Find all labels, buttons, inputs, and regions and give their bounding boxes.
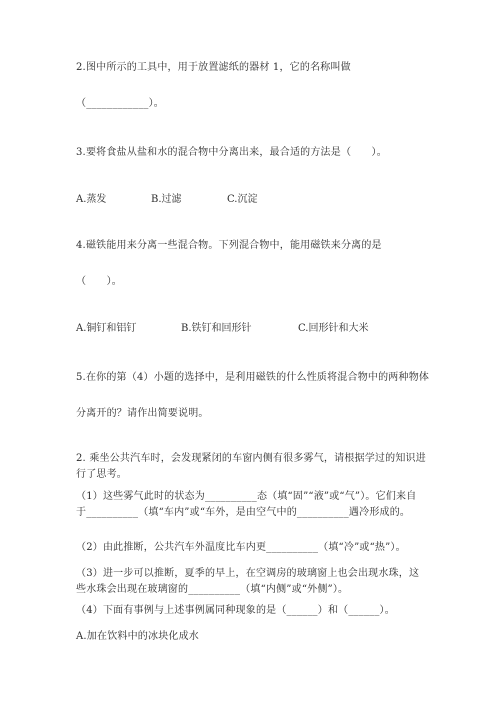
bus-question-sub-4: （4）下面有事例与上述事例属同种现象的是（______）和（______）。 [76, 605, 395, 616]
question-2-text: 2.图中所示的工具中，用于放置滤纸的器材 1，它的名称叫做 [76, 62, 351, 73]
question-2-answer-blank: （____________）。 [76, 98, 164, 109]
bus-question-sub-2: （2）由此推断，公共汽车外温度比车内更__________（填“冷”或“热”）。 [76, 542, 406, 553]
question-4-answer-blank: （ ）。 [76, 276, 122, 287]
question-4-option-b: B.铁钉和回形针 [181, 323, 252, 334]
question-4-option-a: A.铜钉和铝钉 [76, 323, 137, 334]
question-5-text: 5.在你的第（4）小题的选择中，是利用磁铁的什么性质将混合物中的两种物体 [76, 372, 430, 383]
question-3-option-b: B.过滤 [151, 194, 182, 205]
bus-question-sub-3: （3）进一步可以推断，夏季的早上，在空调房的玻璃窗上也会出现水珠，这些水珠会出现在玻璃窗的__________（填“内侧”或“外侧”）。 [76, 568, 420, 595]
question-4-text: 4.磁铁能用来分离一些混合物。下列混合物中，能用磁铁来分离的是 [76, 240, 382, 251]
question-3-option-c: C.沉淀 [227, 194, 258, 205]
question-3-option-a: A.蒸发 [76, 194, 107, 205]
bus-question-sub-1: （1）这些雾气此时的状态为__________态（填“固”“液”或“气”）。它们来自于__________（填“车内”或“车外，是由空气中的__________遇冷形成的。 [76, 491, 417, 518]
question-3-text: 3.要将食盐从盐和水的混合物中分离出来，最合适的方法是（ ）。 [76, 147, 387, 158]
question-4-option-c: C.回形针和大米 [298, 323, 369, 334]
question-5-text-continued: 分离开的？请作出简要说明。 [76, 408, 209, 419]
bus-question-option-a: A.加在饮料中的冰块化成水 [76, 631, 200, 642]
bus-question-intro: 2. 乘坐公共汽车时，会发现紧闭的车窗内侧有很多雾气，请根据学过的知识进行了思考。 [76, 453, 426, 480]
